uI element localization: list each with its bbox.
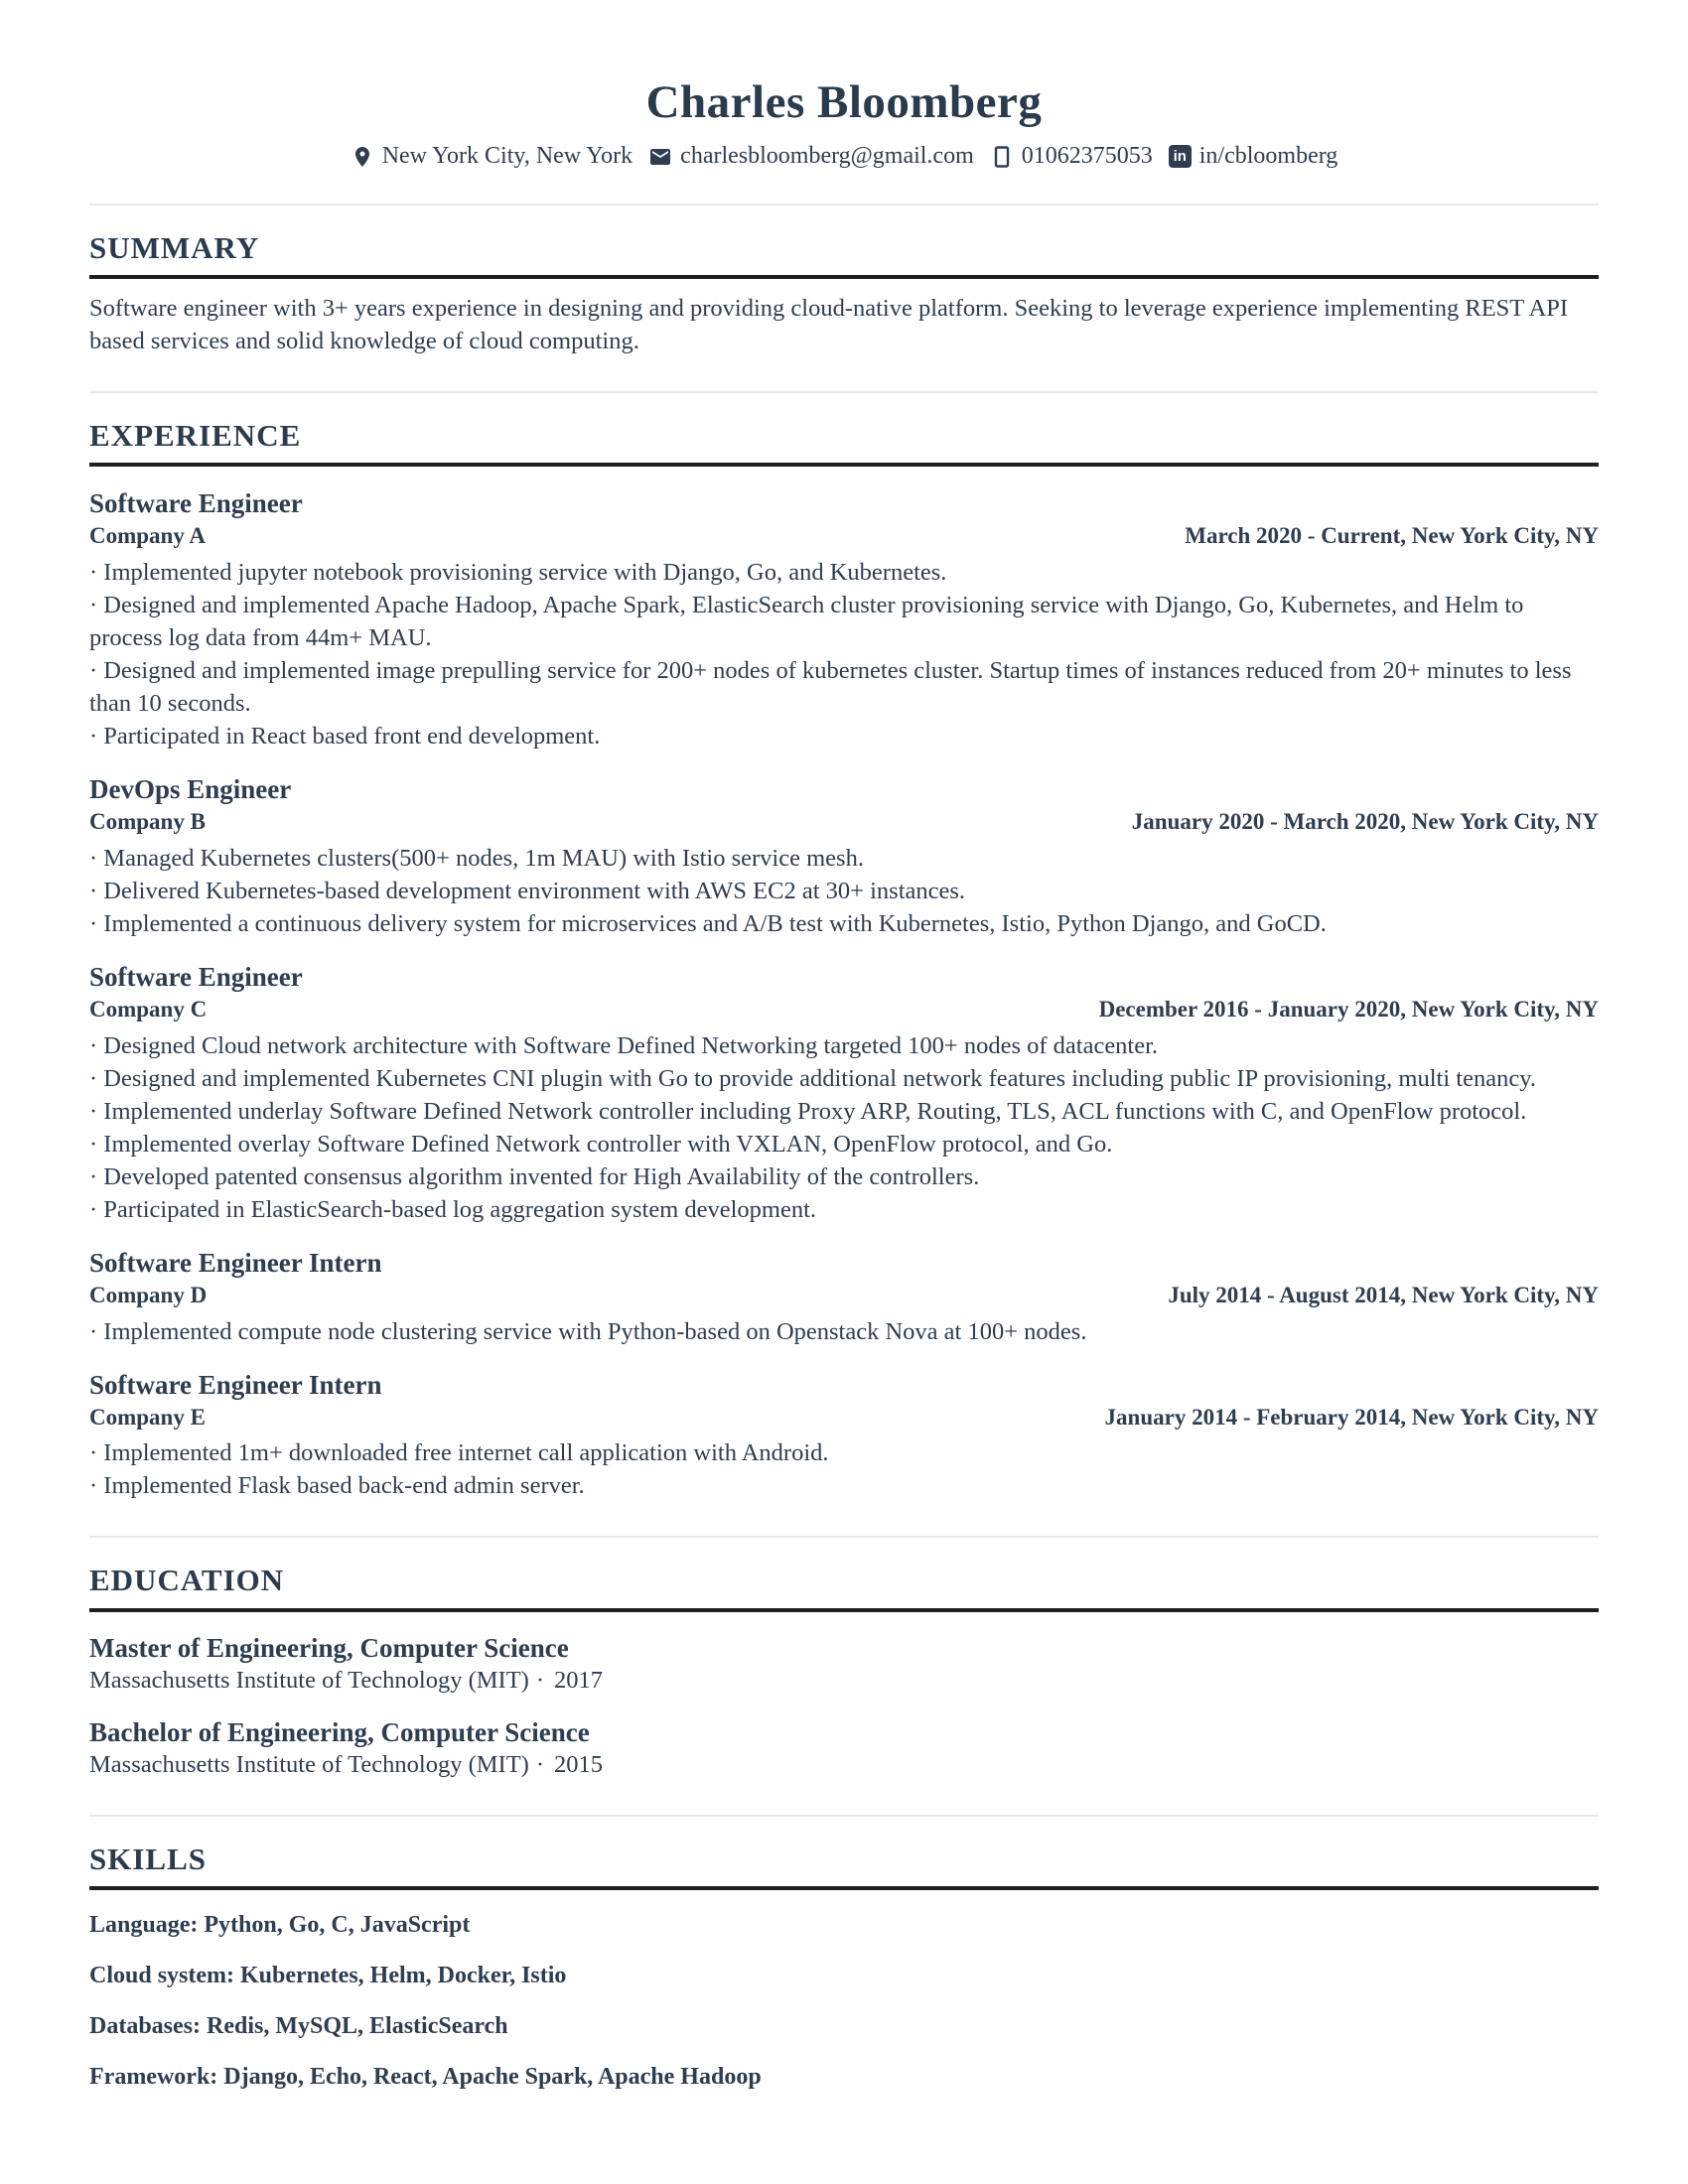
contact-phone xyxy=(990,143,1153,170)
experience-job xyxy=(89,962,1599,1226)
job-role: Software Engineer Intern xyxy=(89,1247,382,1278)
job-role: DevOps Engineer xyxy=(89,774,292,805)
section-divider xyxy=(89,1536,1599,1538)
contact-location-text: New York City, New York xyxy=(381,143,633,170)
job-bullet: · Implemented overlay Software Defined Network controller with VXLAN, OpenFlow protocol, and Go. xyxy=(89,1130,1113,1158)
job-bullets xyxy=(89,1029,1599,1226)
job-bullet: · Implemented 1m+ downloaded free internet call application with Android. xyxy=(89,1439,829,1467)
degree-school-line xyxy=(89,1666,1599,1697)
skill-label: Framework: xyxy=(89,2064,218,2091)
experience-job xyxy=(89,1248,1599,1348)
job-company: Company A xyxy=(89,523,206,549)
degree-separator: · xyxy=(535,1666,545,1694)
resume-header xyxy=(89,75,1599,170)
skill-label: Cloud system: xyxy=(89,1963,235,1988)
job-bullet: · Implemented jupyter notebook provisioning service with Django, Go, and Kubernetes. xyxy=(89,559,947,587)
education-degrees xyxy=(89,1632,1599,1781)
job-bullet: · Implemented compute node clustering service with Python-based on Openstack Nova at 100+ nodes. xyxy=(89,1317,1087,1345)
skill-label: Language: xyxy=(89,1911,199,1938)
job-meta xyxy=(89,1404,1599,1433)
job-bullet: · Managed Kubernetes clusters(500+ nodes, 1m MAU) with Istio service mesh. xyxy=(89,845,864,873)
skill-line xyxy=(89,1961,1599,1991)
degree-school: Massachusetts Institute of Technology (MIT) xyxy=(89,1666,529,1694)
job-bullet: · Designed and implemented image prepulling service for 200+ nodes of kubernetes cluster. Startup times of instances reduced from 20+ minutes to less than 10 seconds. xyxy=(89,657,1572,718)
job-bullets xyxy=(89,1315,1599,1348)
job-bullets xyxy=(89,842,1599,940)
envelope-icon xyxy=(648,145,672,169)
education-degree xyxy=(89,1632,1599,1697)
experience-title: EXPERIENCE xyxy=(89,418,302,454)
job-bullets xyxy=(89,556,1599,752)
job-dates-location: January 2020 - March 2020, New York City, NY xyxy=(1131,809,1599,835)
job-company: Company E xyxy=(89,1404,206,1430)
experience-job xyxy=(89,488,1599,752)
job-dates-location: March 2020 - Current, New York City, NY xyxy=(1185,523,1599,549)
skill-line xyxy=(89,2062,1599,2093)
job-bullet: · Designed and implemented Kubernetes CNI plugin with Go to provide additional network features including public IP provisioning, multi tenancy. xyxy=(89,1064,1536,1092)
summary-title: SUMMARY xyxy=(89,230,260,266)
education-degree xyxy=(89,1716,1599,1781)
section-education xyxy=(89,1562,1599,1780)
contact-email xyxy=(648,143,974,170)
degree-title: Bachelor of Engineering, Computer Science xyxy=(89,1716,590,1747)
skills-list xyxy=(89,1910,1599,2094)
section-summary xyxy=(89,229,1599,357)
skill-label: Databases: xyxy=(89,2013,201,2040)
section-skills xyxy=(89,1841,1599,2094)
contact-email-text: charlesbloomberg@gmail.com xyxy=(680,143,974,170)
job-bullet: · Designed and implemented Apache Hadoop, Apache Spark, ElasticSearch cluster provisioning service with Django, Go, Kubernetes, and Helm to process log data from 44m+ MAU. xyxy=(89,592,1524,652)
education-title: EDUCATION xyxy=(89,1563,285,1598)
job-bullet: · Designed Cloud network architecture with Software Defined Networking targeted 100+ nodes of datacenter. xyxy=(89,1031,1159,1059)
contact-row xyxy=(89,143,1599,170)
job-company: Company D xyxy=(89,1282,208,1307)
skill-value: Django, Echo, React, Apache Spark, Apache Hadoop xyxy=(223,2064,762,2091)
job-dates-location: January 2014 - February 2014, New York City, NY xyxy=(1104,1404,1599,1430)
summary-title-rule xyxy=(89,275,1599,279)
job-role: Software Engineer xyxy=(89,962,303,993)
skills-title: SKILLS xyxy=(89,1841,208,1876)
contact-phone-text: 01062375053 xyxy=(1021,143,1153,170)
job-dates-location: July 2014 - August 2014, New York City, NY xyxy=(1168,1282,1599,1307)
job-company: Company C xyxy=(89,997,208,1023)
job-company: Company B xyxy=(89,809,206,835)
summary-text: Software engineer with 3+ years experience in designing and providing cloud-native platform. Seeking to leverage experience implementing REST API based services and solid knowledge of cloud computing. xyxy=(89,295,1569,355)
degree-school-line xyxy=(89,1750,1599,1781)
person-name: Charles Bloomberg xyxy=(645,76,1043,128)
job-bullet: · Implemented underlay Software Defined Network controller including Proxy ARP, Routing, TLS, ACL functions with C, and OpenFlow protocol. xyxy=(89,1097,1527,1125)
job-bullet: · Implemented Flask based back-end admin server. xyxy=(89,1472,585,1500)
job-meta xyxy=(89,522,1599,551)
experience-jobs xyxy=(89,488,1599,1502)
contact-location xyxy=(351,143,633,170)
job-bullet: · Developed patented consensus algorithm invented for High Availability of the controllers. xyxy=(89,1162,980,1190)
skill-value: Redis, MySQL, ElasticSearch xyxy=(207,2013,508,2040)
degree-separator: · xyxy=(535,1751,545,1778)
experience-title-rule xyxy=(89,463,1599,467)
job-role: Software Engineer Intern xyxy=(89,1369,382,1400)
section-divider xyxy=(89,204,1599,205)
skills-title-rule xyxy=(89,1886,1599,1890)
skill-value: Python, Go, C, JavaScript xyxy=(204,1911,471,1938)
degree-title: Master of Engineering, Computer Science xyxy=(89,1632,569,1663)
degree-year: 2015 xyxy=(554,1751,604,1778)
location-pin-icon xyxy=(351,145,374,169)
section-experience xyxy=(89,417,1599,1502)
degree-year: 2017 xyxy=(554,1666,604,1694)
experience-job xyxy=(89,774,1599,940)
job-dates-location: December 2016 - January 2020, New York City, NY xyxy=(1098,997,1599,1023)
smartphone-icon xyxy=(990,145,1014,169)
skill-line xyxy=(89,2011,1599,2042)
experience-job xyxy=(89,1370,1599,1503)
job-meta xyxy=(89,996,1599,1024)
section-divider xyxy=(89,1815,1599,1817)
linkedin-icon: in xyxy=(1169,145,1192,168)
contact-linkedin xyxy=(1169,143,1338,170)
contact-linkedin-text: in/cbloomberg xyxy=(1198,143,1338,170)
job-bullet: · Participated in React based front end development. xyxy=(89,723,601,751)
job-bullet: · Implemented a continuous delivery system for microservices and A/B test with Kubernetes, Istio, Python Django, and GoCD. xyxy=(89,910,1327,938)
section-divider xyxy=(89,391,1599,393)
job-bullet: · Participated in ElasticSearch-based log aggregation system development. xyxy=(89,1195,817,1223)
education-title-rule xyxy=(89,1608,1599,1612)
degree-school: Massachusetts Institute of Technology (MIT) xyxy=(89,1751,529,1778)
job-meta xyxy=(89,808,1599,837)
job-bullets xyxy=(89,1436,1599,1502)
job-meta xyxy=(89,1282,1599,1310)
job-role: Software Engineer xyxy=(89,488,303,519)
skill-line xyxy=(89,1910,1599,1941)
skill-value: Kubernetes, Helm, Docker, Istio xyxy=(240,1963,567,1988)
job-bullet: · Delivered Kubernetes-based development environment with AWS EC2 at 30+ instances. xyxy=(89,878,966,905)
